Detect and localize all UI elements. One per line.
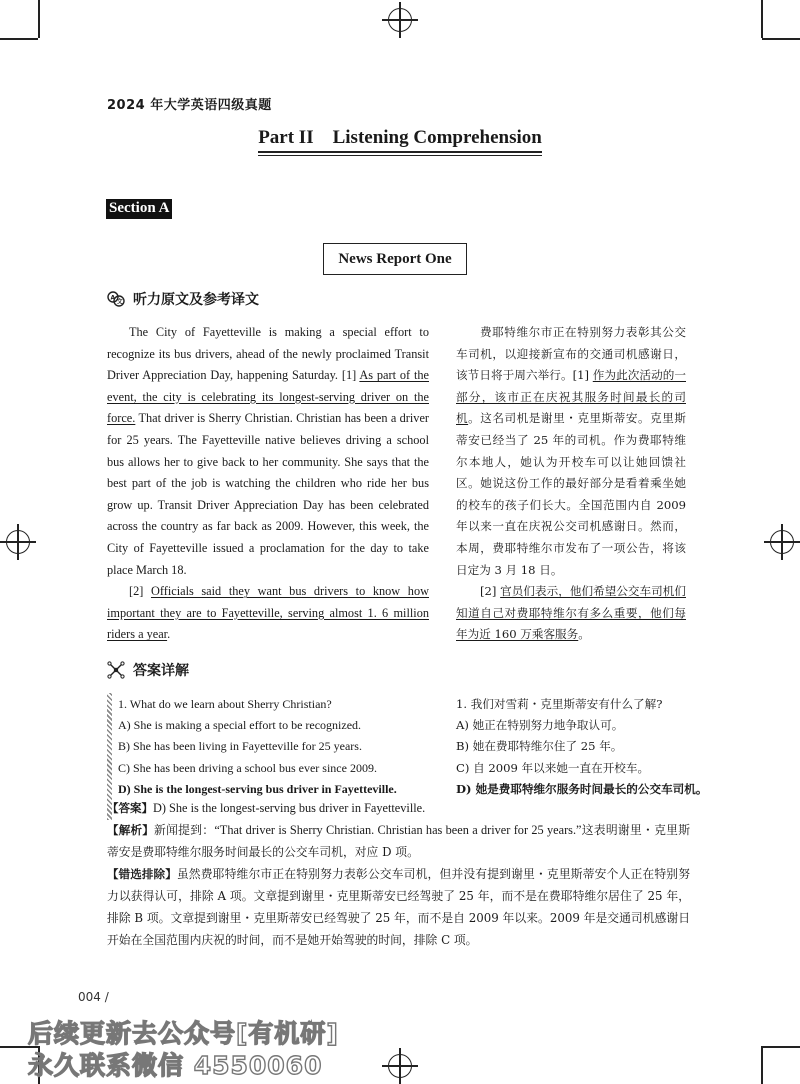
chinese-translation bbox=[456, 322, 686, 646]
sparkle-icon bbox=[107, 661, 125, 679]
analysis-line: 【解析】新闻提到：“That driver is Sherry Christian. Christian has been a driver for 25 years.”这表明谢里・克里斯蒂安是费耶特维尔服务时间最长的公交车司机，对应 D 项。 bbox=[107, 823, 690, 859]
transcript-heading-text: 听力原文及参考译文 bbox=[133, 292, 259, 308]
chinese-paragraph: [2] 官员们表示，他们希望公交车司机们知道自己对费耶特维尔有多么重要，他们每年为近 160 万乘客服务。 bbox=[456, 584, 686, 642]
option-c: C) She has been driving a school bus ever since 2009. bbox=[118, 760, 377, 775]
part-title: Part II Listening Comprehension bbox=[258, 127, 542, 148]
registration-mark bbox=[382, 2, 418, 38]
option-a-zh: A) 她正在特别努力地争取认可。 bbox=[456, 718, 624, 733]
english-paragraph: The City of Fayetteville is making a special effort to recognize its bus drivers, ahead of the newly proclaimed Transit Driver Appreciation Day, happening Saturday. [1] As part of the event, the city is celebrating its longest-serving driver on the force. That driver is Sherry Christian. Christian has been a driver for 25 years. The Fayetteville native believes driving a school bus allows her to give back to her community. She says that the best part of the job is watching the children who ride her bus grow up. Transit Driver Appreciation Day has been celebrated across the country as far back as 2009. However, this week, the City of Fayetteville issued a proclamation for the day to take place March 18. bbox=[107, 325, 429, 577]
title-underline bbox=[258, 151, 542, 153]
svg-text:文: 文 bbox=[116, 298, 123, 306]
answer-line: 【答案】D) She is the longest-serving bus driver in Fayetteville. bbox=[107, 801, 426, 815]
answer-heading bbox=[107, 660, 189, 680]
section-label: Section A bbox=[106, 199, 172, 219]
crop-mark bbox=[762, 1046, 800, 1048]
question-chinese bbox=[456, 694, 707, 800]
option-b: B) She has been living in Fayetteville for 25 years. bbox=[118, 739, 362, 754]
exclusion-line: 【错选排除】虽然费耶特维尔市正在特别努力表彰公交车司机，但并没有提到谢里・克里斯蒂安个人正在特别努力以获得认可，排除 A 项。文章提到谢里・克里斯蒂安已经驾驶了 25 年，而不是在费耶特维尔居住了 25 年，排除 B 项。文章提到谢里・克里斯蒂安已经驾驶了 25 年，而不是自 2009 年以来。2009 年是交通司机感谢日开始在全国范围内庆祝的时间，而不是她开始驾驶的时间，排除 C 项。 bbox=[107, 867, 690, 947]
option-c-zh: C) 自 2009 年以来她一直在开校车。 bbox=[456, 760, 650, 775]
question-english bbox=[118, 694, 397, 800]
option-b-zh: B) 她在费耶特维尔住了 25 年。 bbox=[456, 739, 623, 754]
page-header: 2024 年大学英语四级真题 bbox=[107, 98, 272, 113]
chinese-paragraph: 费耶特维尔市正在特别努力表彰其公交车司机，以迎接新宣布的交通司机感谢日，该节日将于周六举行。[1] 作为此次活动的一部分，该市正在庆祝其服务时间最长的司机。这名司机是谢里・克里斯蒂安。克里斯蒂安已经当了 25 年的司机。作为费耶特维尔本地人，她认为开校车可以让她回馈社区。她说这份工作的最好部分是看着乘坐她的校车的孩子们长大。全国范围内自 2009 年以来一直在庆祝公交司机感谢日。然而，本周，费耶特维尔市发布了一项公告，将该日定为 3 月 18 日。 bbox=[456, 325, 686, 577]
option-a: A) She is making a special effort to be recognized. bbox=[118, 718, 362, 733]
key-sentence-2: Officials said they want bus drivers to know how important they are to Fayetteville, serving almost 1. 6 million riders a year bbox=[107, 584, 429, 642]
crop-mark bbox=[0, 38, 38, 40]
page-number: 004 / bbox=[78, 990, 109, 1004]
registration-mark bbox=[382, 1048, 418, 1084]
watermark-line-2: 永久联系微信 4550060 bbox=[28, 1051, 323, 1080]
crop-mark bbox=[762, 38, 800, 40]
crop-mark bbox=[761, 0, 763, 38]
key-sentence-2-zh: 官员们表示，他们希望公交车司机们知道自己对费耶特维尔有多么重要，他们每年为近 160 万乘客服务 bbox=[456, 584, 686, 642]
key-sentence-1-zh: 作为此次活动的一部分，该市正在庆祝其服务时间最长的司机 bbox=[456, 368, 686, 426]
option-d-zh-correct: D) 她是费耶特维尔服务时间最长的公交车司机。 bbox=[456, 781, 708, 796]
svg-text:A: A bbox=[110, 294, 116, 302]
crop-mark bbox=[38, 0, 40, 38]
headphone-translate-icon bbox=[107, 290, 125, 308]
registration-mark bbox=[764, 524, 800, 560]
key-sentence-1: As part of the event, the city is celebrating its longest-serving driver on the force. bbox=[107, 368, 429, 426]
english-transcript bbox=[107, 322, 429, 646]
crop-mark bbox=[761, 1046, 763, 1084]
question-stem-zh: 1. 我们对雪莉・克里斯蒂安有什么了解? bbox=[456, 697, 663, 711]
registration-mark bbox=[0, 524, 36, 560]
question-stem: 1. What do we learn about Sherry Christian? bbox=[118, 697, 332, 711]
title-underline bbox=[258, 155, 542, 156]
transcript-heading bbox=[107, 289, 259, 309]
answer-heading-text: 答案详解 bbox=[133, 663, 189, 679]
option-d-correct: D) She is the longest-serving bus driver in Fayetteville. bbox=[118, 781, 397, 796]
explanation bbox=[107, 797, 690, 951]
english-paragraph: [2] Officials said they want bus drivers to know how important they are to Fayetteville, serving almost 1. 6 million riders a year. bbox=[107, 584, 429, 642]
watermark-line-1: 后续更新去公众号[有机研] bbox=[28, 1019, 339, 1048]
news-title: News Report One bbox=[323, 243, 467, 275]
